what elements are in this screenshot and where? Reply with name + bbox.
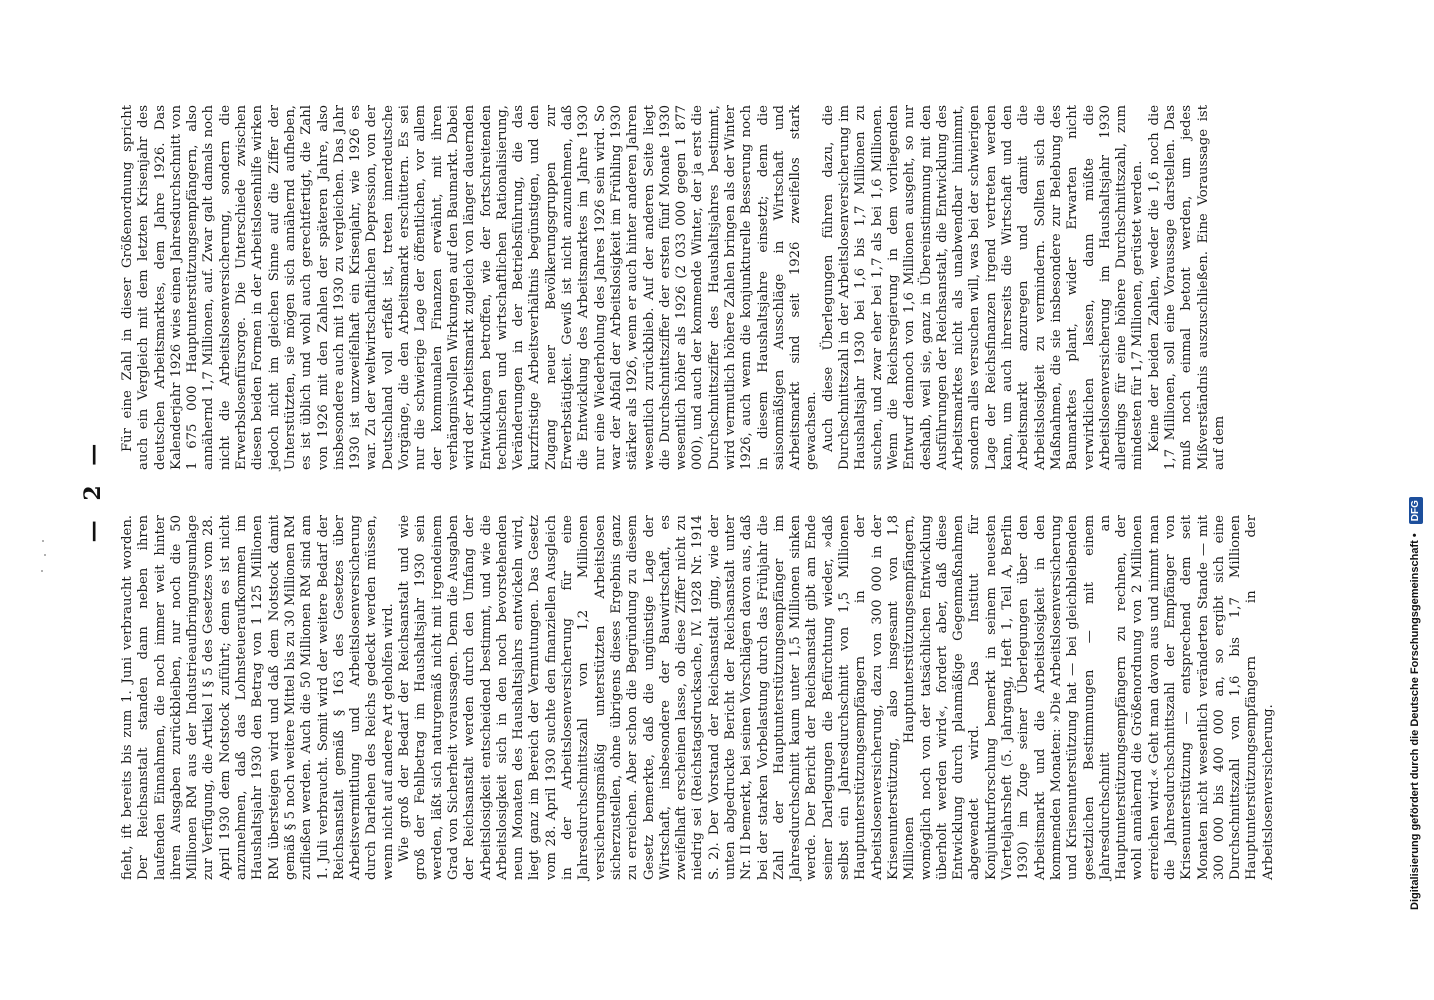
dfg-logo-icon: DFG xyxy=(1409,497,1423,524)
page-content-rotated xyxy=(80,90,1276,890)
paragraph: Wie groß der Bedarf der Reichsanstalt und wie groß der Fehlbetrag im Haushaltsjahr 1930 sein werden, läßt sich naturgemäß nicht mit irgendeinem Grad von Sicherheit voraussagen. Denn die Ausgaben der Reichsanstalt werden durch den Umfang der Arbeitslosigkeit entscheidend bestimmt, und wie die Arbeitslosigkeit sich in den noch bevorstehenden neun Monaten des Haushaltsjahrs entwickeln wird, liegt ganz im Bereich der Vermutungen. Das Gesetz vom 28. April 1930 suchte den finanziellen Ausgleich in der Arbeitslosenversicherung für eine Jahresdurchschnittszahl von 1,2 Millionen versicherungsmäßig unterstützten Arbeitslosen sicherzustellen, ohne übrigens dieses Ergebnis ganz zu erreichen. Aber schon die Begründung zu diesem Gesetz bemerkte, daß die ungünstige Lage der Wirtschaft, insbesondere der Bauwirtschaft, es zweifelhaft erscheinen lasse, ob diese Ziffer nicht zu niedrig sei (Reichstagsdrucksache, IV. 1928 Nr. 1914 S. 2). Der Vorstand der Reichsanstalt ging, wie der unten abgedruckte Bericht der Reichsanstalt unter Nr. II bemerkt, bei seinen Vorschlägen davon aus, daß bei der starken Vorbelastung durch das Frühjahr die Zahl der Hauptunterstützungsempfänger im Jahresdurchschnitt kaum unter 1,5 Millionen sinken werde. Der Bericht der Reichsanstalt gibt am Ende seiner Darlegungen die Befürchtung wieder, »daß selbst ein Jahresdurchschnitt von 1,5 Millionen Hauptunterstützungsempfängern in der Arbeitslosenversicherung, dazu von 300 000 in der Krisenunterstützung, also insgesamt von 1,8 Millionen Hauptunterstützungsempfängern, womöglich noch von der tatsächlichen Entwicklung überholt werden wird«, fordert aber, daß diese Entwicklung durch planmäßige Gegenmaßnahmen abgewendet wird. Das Institut für Konjunkturforschung bemerkt in seinem neuesten Vierteljahrsheft (5. Jahrgang, Heft 1, Teil A, Berlin 1930) im Zuge seiner Überlegungen über den Arbeitsmarkt und die Arbeitslosigkeit in den kommenden Monaten: »Die Arbeitslosenversicherung und Krisenunterstützung hat — bei gleichbleibenden gesetzlichen Bestimmungen — mit einem Jahresdurchschnitt an Hauptunterstützungsempfängern zu rechnen, der wohl annähernd die Größenordnung von 2 Millionen erreichen wird.« Geht man davon aus und nimmt man die Jahresdurchschnittszahl der Empfänger von Krisenunterstützung — entsprechend dem seit Monaten nicht wesentlich veränderten Stande — mit 300 000 bis 400 000 an, so ergibt sich eine Durchschnittszahl von 1,6 bis 1,7 Millionen Hauptunterstützungsempfängern in der Arbeitslosenversicherung. xyxy=(397,515,1276,880)
right-column xyxy=(120,105,1228,470)
paragraph: Für eine Zahl in dieser Größenordnung spricht auch ein Vergleich mit dem letzten Krisenjahr des deutschen Arbeitsmarktes, dem Jahre 1926. Das Kalenderjahr 1926 wies einen Jahresdurchschnitt von 1 675 000 Hauptunterstützungsempfängern, also annähernd 1,7 Millionen, auf. Zwar galt damals noch nicht die Arbeitslosenversicherung, sondern die Erwerbslosenfürsorge. Die Unterschiede zwischen diesen beiden Formen in der Arbeitslosenhilfe wirken jedoch nicht im gleichen Sinne auf die Ziffer der Unterstützten, sie mögen sich annähernd aufheben, es ist üblich und wohl auch gerechtfertigt, die Zahl von 1926 mit den Zahlen der späteren Jahre, also insbesondere auch mit 1930 zu vergleichen. Das Jahr 1930 ist unzweifelhaft ein Krisenjahr, wie 1926 es war. Zu der weltwirtschaftlichen Depression, von der Deutschland voll erfaßt ist, treten innerdeutsche Vorgänge, die den Arbeitsmarkt erschüttern. Es sei nur die schwierige Lage der öffentlichen, vor allem der kommunalen Finanzen erwähnt, mit ihren verhängnisvollen Wirkungen auf den Baumarkt. Dabei wird der Arbeitsmarkt zugleich von länger dauernden Entwicklungen betroffen, wie der fortschreitenden technischen und wirtschaftlichen Rationalisierung, Veränderungen in der Betriebsführung, die das kurzfristige Arbeitsverhältnis begünstigen, und den Zugang neuer Bevölkerungsgruppen zur Erwerbstätigkeit. Gewiß ist nicht anzunehmen, daß die Entwicklung des Arbeitsmarktes im Jahre 1930 nur eine Wiederholung des Jahres 1926 sein wird. So war der Abfall der Arbeitslosigkeit im Frühling 1930 stärker als 1926, wenn er auch hinter anderen Jahren wesentlich zurückblieb. Auf der anderen Seite liegt die Durchschnittsziffer der ersten fünf Monate 1930 wesentlich höher als 1926 (2 033 000 gegen 1 877 000), und auch der kommende Winter, der ja erst die Durchschnittsziffer des Haushaltsjahres bestimmt, wird vermutlich höhere Zahlen bringen als der Winter 1926, auch wenn die konjunkturelle Besserung noch in diesem Haushaltsjahre einsetzt; denn die saisonmäßigen Ausschläge in Wirtschaft und Arbeitsmarkt sind seit 1926 zweifellos stark gewachsen. xyxy=(120,105,820,470)
scan-specks xyxy=(40,540,50,580)
paragraph: Auch diese Überlegungen führen dazu, die Durchschnittszahl in der Arbeitslosenversicherung im Haushaltsjahr 1930 bei 1,6 bis 1,7 Millionen zu suchen, und zwar eher bei 1,7 als bei 1,6 Millionen. Wenn die Reichsregierung in dem vorliegenden Entwurf dennoch von 1,6 Millionen ausgeht, so nur deshalb, weil sie, ganz in Übereinstimmung mit den Ausführungen der Reichsanstalt, die Entwicklung des Arbeitsmarktes nicht als unabwendbar hinnimmt, sondern alles versuchen will, was bei der schwierigen Lage der Reichsfinanzen irgend vertreten werden kann, um auch ihrerseits die Wirtschaft und den Arbeitsmarkt anzuregen und damit die Arbeitslosigkeit zu vermindern. Sollten sich die Maßnahmen, die sie insbesondere zur Belebung des Baumarktes plant, wider Erwarten nicht verwirklichen lassen, dann müßte die Arbeitslosenversicherung im Haushaltsjahr 1930 allerdings für eine höhere Durchschnittszahl, zum mindesten für 1,7 Millionen, gerüstet werden. xyxy=(820,105,1146,470)
scanned-page xyxy=(80,90,1276,890)
paragraph: fieht, ift bereits bis zum 1. Juni verbraucht worden. Der Reichsanstalt standen dann neben ihren laufenden Einnahmen, die noch immer weit hinter ihren Ausgaben zurückbleiben, nur noch die 50 Millionen RM aus der Industrieaufbringungsumlage zur Verfügung, die Artikel I § 5 des Gesetzes vom 28. April 1930 dem Notstock zuführt; denn es ist nicht anzunehmen, daß das Lohnsteueraufkommen im Haushaltsjahr 1930 den Betrag von 1 125 Millionen RM übersteigen wird und daß dem Notstock damit gemäß § 5 noch weitere Mittel bis zu 30 Millionen RM zufließen werden. Auch die 50 Millionen RM sind am 1. Juli verbraucht. Somit wird der weitere Bedarf der Reichsanstalt gemäß § 163 des Gesetzes über Arbeitsvermittlung und Arbeitslosenversicherung durch Darlehen des Reichs gedeckt werden müssen, wenn nicht auf andere Art geholfen wird. xyxy=(120,515,396,880)
digitization-note-text: Digitalisierung gefördert durch die Deutsche Forschungsgemeinschaft • xyxy=(1409,533,1421,910)
left-column xyxy=(120,515,1277,880)
page-number: — 2 — xyxy=(80,437,106,543)
paragraph: Keine der beiden Zahlen, weder die 1,6 noch die 1,7 Millionen, soll eine Voraussage darstellen. Das muß noch einmal betont werden, um jedes Mißverständnis auszuschließen. Eine Voraussage ist auf dem xyxy=(1146,105,1227,470)
digitization-note xyxy=(1404,10,1426,990)
